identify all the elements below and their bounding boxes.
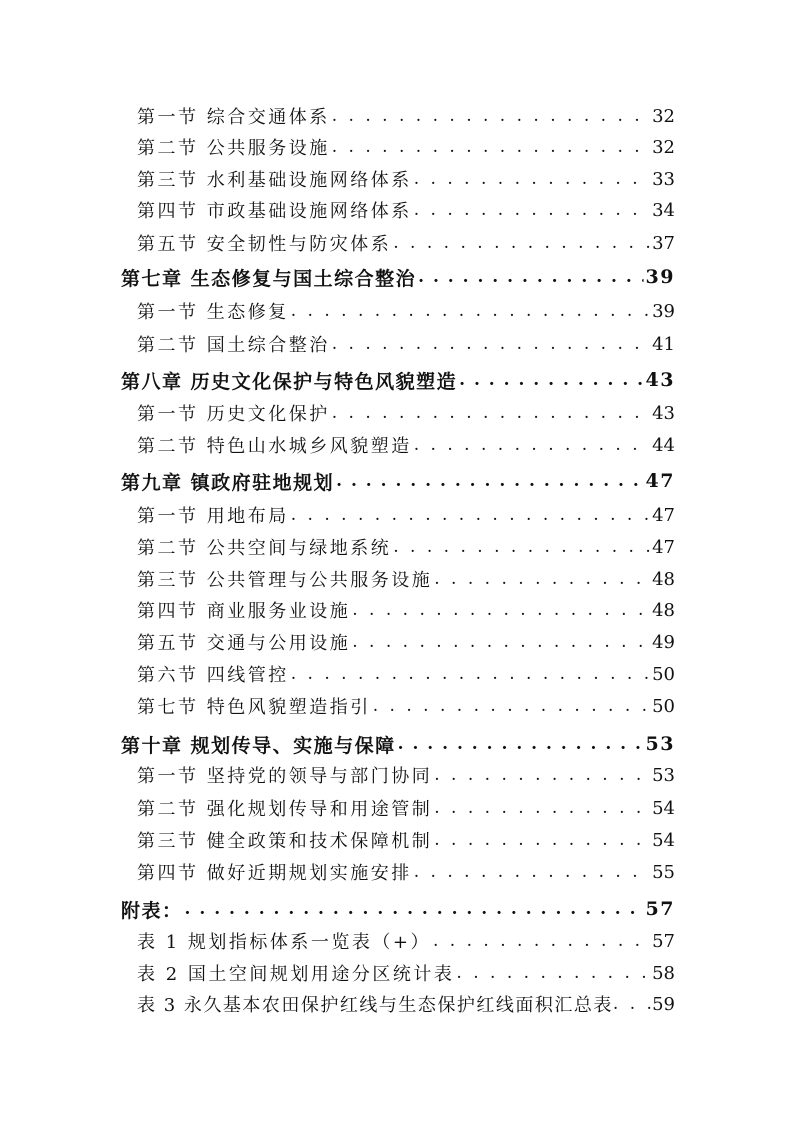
toc-entry-title: 第二节 强化规划传导和用途管制 (137, 799, 433, 820)
toc-chapter-entry[interactable] (121, 467, 675, 495)
toc-entry[interactable] (137, 794, 675, 822)
dot-leader (393, 229, 650, 257)
toc-entry-title: 第一节 用地布局 (137, 506, 289, 527)
toc-entry-title: 第三节 水利基础设施网络体系 (137, 170, 412, 191)
toc-entry-page: 49 (652, 631, 675, 653)
toc-entry-page: 48 (652, 568, 675, 590)
dot-leader (398, 730, 644, 758)
toc-entry[interactable] (137, 826, 675, 854)
toc-entry[interactable] (137, 165, 675, 193)
toc-chapter-title: 第八章 历史文化保护与特色风貌塑造 (121, 370, 458, 393)
toc-entry[interactable] (137, 399, 675, 427)
toc-entry-title: 第四节 商业服务业设施 (137, 601, 351, 622)
dot-leader (352, 628, 650, 656)
toc-entry[interactable] (137, 133, 675, 161)
dot-leader (434, 794, 650, 822)
toc-chapter-entry[interactable] (121, 730, 675, 758)
toc-chapter-title: 第十章 规划传导、实施与保障 (121, 734, 396, 757)
dot-leader (414, 196, 650, 224)
toc-chapter-entry[interactable] (121, 895, 675, 923)
toc-entry-title: 第五节 安全韧性与防灾体系 (137, 234, 392, 255)
toc-entry-page: 59 (652, 993, 675, 1015)
toc-entry-title: 第一节 综合交通体系 (137, 107, 330, 128)
toc-entry[interactable] (137, 596, 675, 624)
toc-entry[interactable] (137, 959, 675, 987)
dot-leader (434, 565, 650, 593)
toc-chapter-page: 43 (645, 369, 675, 391)
dot-leader (414, 165, 650, 193)
dot-leader (456, 959, 650, 987)
toc-entry-title: 第二节 公共空间与绿地系统 (137, 538, 392, 559)
dot-leader (185, 895, 644, 923)
toc-entry-title: 第二节 国土综合整治 (137, 335, 330, 356)
toc-entry-title: 第二节 特色山水城乡风貌塑造 (137, 436, 412, 457)
toc-entry[interactable] (137, 858, 675, 886)
toc-entry[interactable] (137, 565, 675, 593)
toc-chapter-page: 39 (645, 266, 675, 288)
toc-entry-page: 55 (652, 861, 675, 883)
toc-entry-title: 第四节 市政基础设施网络体系 (137, 201, 412, 222)
dot-leader (332, 133, 650, 161)
toc-entry-page: 37 (652, 232, 675, 254)
toc-chapter-entry[interactable] (121, 263, 675, 291)
toc-entry-title: 表 1 规划指标体系一览表（+） (137, 932, 431, 953)
toc-entry-title: 第三节 公共管理与公共服务设施 (137, 570, 433, 591)
toc-entry-title: 第一节 历史文化保护 (137, 404, 330, 425)
toc-entry-page: 54 (652, 829, 675, 851)
toc-entry-title: 第一节 生态修复 (137, 302, 289, 323)
dot-leader (433, 927, 650, 955)
toc-entry[interactable] (137, 229, 675, 257)
toc-entry-title: 第六节 四线管控 (137, 665, 289, 686)
dot-leader (393, 533, 650, 561)
toc-entry-page: 48 (652, 599, 675, 621)
toc-entry[interactable] (137, 692, 675, 720)
toc-chapter-title: 第七章 生态修复与国土综合整治 (121, 267, 417, 290)
toc-chapter-page: 47 (645, 470, 675, 492)
toc-entry[interactable] (137, 533, 675, 561)
dot-leader (336, 467, 643, 495)
toc-entry-title: 第七节 特色风貌塑造指引 (137, 697, 371, 718)
toc-entry[interactable] (137, 501, 675, 529)
dot-leader (291, 501, 650, 529)
dot-leader (332, 399, 650, 427)
toc-entry-title: 表 2 国土空间规划用途分区统计表 (137, 964, 455, 985)
toc-entry[interactable] (137, 196, 675, 224)
toc-entry[interactable] (137, 990, 675, 1018)
toc-entry-title: 第五节 交通与公用设施 (137, 633, 351, 654)
dot-leader (373, 692, 650, 720)
dot-leader (434, 826, 650, 854)
toc-entry-page: 50 (652, 695, 675, 717)
toc-entry[interactable] (137, 431, 675, 459)
toc-entry-page: 57 (652, 930, 675, 952)
toc-entry-page: 32 (652, 136, 675, 158)
toc-entry-page: 41 (652, 333, 675, 355)
toc-entry[interactable] (137, 330, 675, 358)
dot-leader (332, 102, 650, 130)
toc-entry-title: 第一节 坚持党的领导与部门协同 (137, 766, 433, 787)
toc-entry-page: 33 (652, 168, 675, 190)
toc-entry[interactable] (137, 927, 675, 955)
toc-chapter-title: 附表： (121, 899, 183, 922)
toc-entry[interactable] (137, 761, 675, 789)
toc-entry-title: 第四节 做好近期规划实施安排 (137, 863, 412, 884)
toc-entry-page: 32 (652, 105, 675, 127)
dot-leader (291, 660, 650, 688)
dot-leader (434, 761, 650, 789)
toc-entry-title: 第二节 公共服务设施 (137, 138, 330, 159)
toc-entry-title: 表 3 永久基本农田保护红线与生态保护红线面积汇总表 (137, 995, 613, 1016)
toc-chapter-entry[interactable] (121, 366, 675, 394)
dot-leader (418, 263, 643, 291)
toc-chapter-page: 57 (645, 898, 675, 920)
dot-leader (291, 297, 650, 325)
toc-entry-page: 44 (652, 434, 675, 456)
toc-entry-page: 54 (652, 797, 675, 819)
dot-leader (332, 330, 650, 358)
dot-leader (613, 990, 652, 1018)
toc-entry[interactable] (137, 628, 675, 656)
toc-entry-page: 43 (652, 402, 675, 424)
toc-entry[interactable] (137, 297, 675, 325)
toc-entry[interactable] (137, 660, 675, 688)
toc-entry-page: 50 (652, 663, 675, 685)
toc-chapter-page: 53 (645, 733, 675, 755)
toc-entry-page: 39 (652, 300, 675, 322)
toc-entry-page: 34 (652, 199, 675, 221)
dot-leader (414, 858, 650, 886)
dot-leader (352, 596, 650, 624)
toc-entry[interactable] (137, 102, 675, 130)
toc-entry-page: 47 (652, 536, 675, 558)
toc-entry-page: 58 (652, 962, 675, 984)
toc-entry-page: 47 (652, 504, 675, 526)
toc-entry-title: 第三节 健全政策和技术保障机制 (137, 831, 433, 852)
dot-leader (414, 431, 650, 459)
toc-chapter-title: 第九章 镇政府驻地规划 (121, 471, 335, 494)
toc-entry-page: 53 (652, 764, 675, 786)
dot-leader (459, 366, 643, 394)
